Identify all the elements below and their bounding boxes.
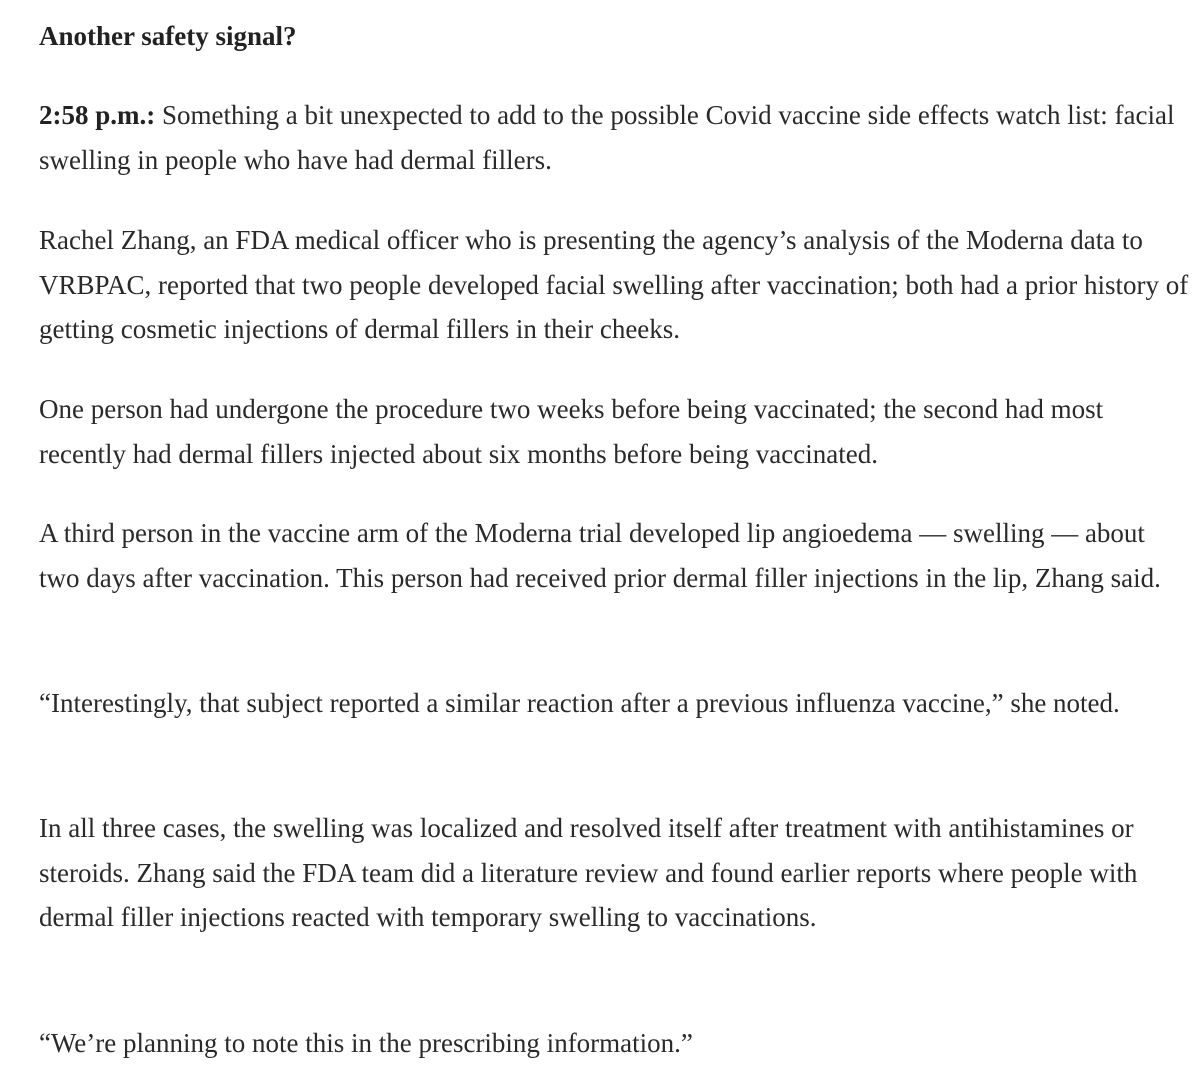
timestamp: 2:58 p.m.:: [39, 100, 156, 130]
paragraph-text: Something a bit unexpected to add to the possible Covid vaccine side effects watch list: facial swelling in people who have had dermal fillers.: [39, 100, 1175, 175]
paragraph-timestamped: [39, 93, 1189, 182]
section-heading: Another safety signal?: [39, 21, 297, 51]
paragraph: A third person in the vaccine arm of the Moderna trial developed lip angioedema — swelling — about two days after vaccination. This person had received prior dermal filler injections in the lip, Zhang said.: [39, 518, 1161, 593]
paragraph: “We’re planning to note this in the prescribing information.”: [39, 1028, 693, 1058]
paragraph: In all three cases, the swelling was localized and resolved itself after treatment with antihistamines or steroids. Zhang said the FDA team did a literature review and found earlier reports where people with dermal filler injections reacted with temporary swelling to vaccinations.: [39, 813, 1138, 932]
paragraph: Rachel Zhang, an FDA medical officer who is presenting the agency’s analysis of the Moderna data to VRBPAC, reported that two people developed facial swelling after vaccination; both had a prior history of getting cosmetic injections of dermal fillers in their cheeks.: [39, 225, 1189, 344]
paragraph: “Interestingly, that subject reported a similar reaction after a previous influenza vaccine,” she noted.: [39, 688, 1120, 718]
paragraph: One person had undergone the procedure two weeks before being vaccinated; the second had most recently had dermal fillers injected about six months before being vaccinated.: [39, 394, 1104, 469]
